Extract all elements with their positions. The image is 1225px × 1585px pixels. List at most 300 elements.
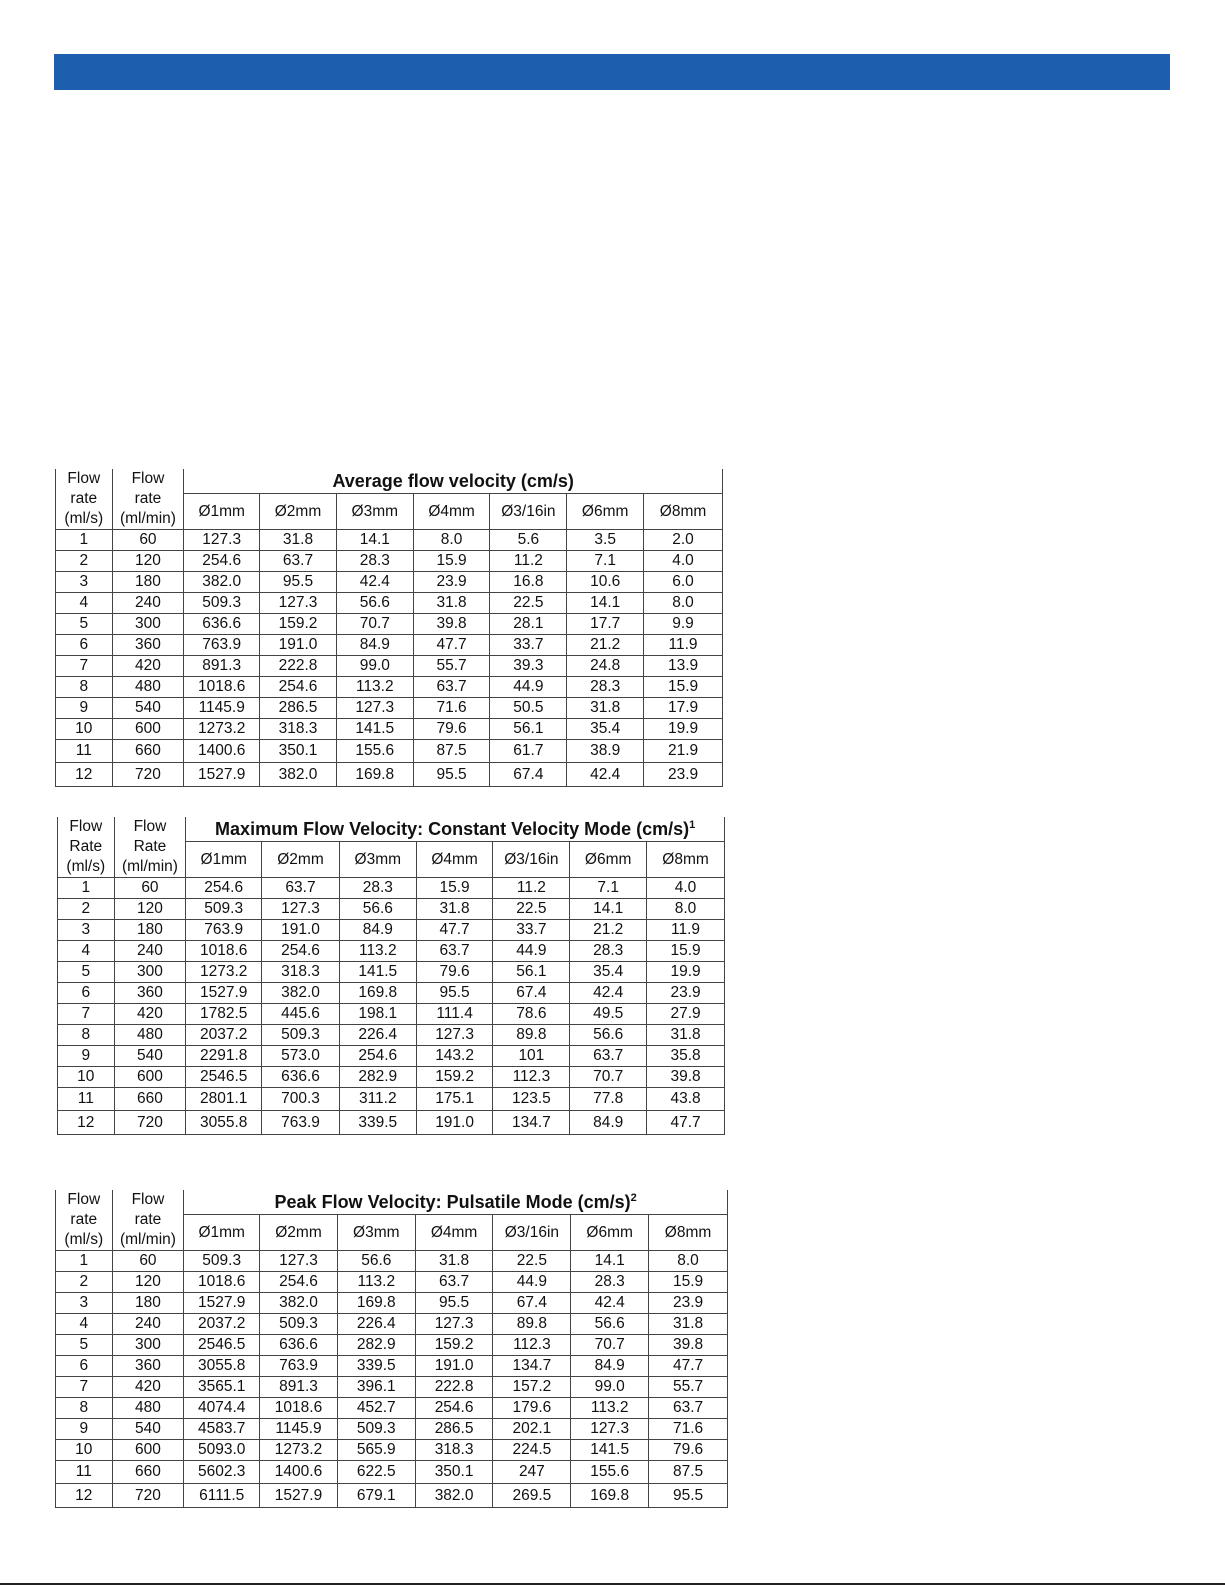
table-title [184,1190,728,1215]
velocity-cell: 191.0 [262,920,340,941]
velocity-cell: 14.1 [571,1251,649,1272]
velocity-cell: 113.2 [571,1398,649,1419]
table-row [58,920,725,941]
velocity-cell: 1145.9 [184,698,260,719]
velocity-cell: 63.7 [649,1398,728,1419]
diameter-header: Ø8mm [649,1215,728,1251]
velocity-cell: 127.3 [260,1251,338,1272]
diameter-header: Ø3mm [339,842,416,878]
table-title [184,469,723,494]
velocity-cell: 19.9 [644,719,723,740]
velocity-cell: 22.5 [493,899,570,920]
velocity-cell: 127.3 [571,1419,649,1440]
velocity-cell: 763.9 [186,920,262,941]
velocity-cell: 95.5 [413,763,490,787]
velocity-cell: 28.3 [567,677,644,698]
velocity-cell: 31.8 [647,1025,725,1046]
velocity-cell: 4583.7 [184,1419,260,1440]
flow-rate-mlmin-cell: 60 [112,1251,184,1272]
velocity-cell: 17.9 [644,698,723,719]
velocity-cell: 127.3 [262,899,340,920]
velocity-cell: 38.9 [567,740,644,763]
velocity-cell: 1018.6 [186,941,262,962]
velocity-cell: 311.2 [339,1088,416,1111]
table-row [56,1314,728,1335]
velocity-cell: 1400.6 [184,740,260,763]
velocity-cell: 254.6 [184,551,260,572]
flow-rate-mlmin-cell: 180 [112,572,184,593]
flow-rate-mls-cell: 7 [56,656,113,677]
velocity-cell: 1527.9 [260,1484,338,1508]
velocity-cell: 33.7 [490,635,567,656]
flow-rate-mlmin-cell: 660 [114,1088,186,1111]
flow-rate-mlmin-cell: 660 [112,740,184,763]
velocity-cell: 95.5 [416,983,493,1004]
diameter-header: Ø4mm [416,842,493,878]
velocity-cell: 55.7 [649,1377,728,1398]
table-row [56,719,723,740]
velocity-cell: 23.9 [413,572,490,593]
table-title [186,817,725,842]
velocity-cell: 56.1 [490,719,567,740]
velocity-cell: 2037.2 [184,1314,260,1335]
table-row [58,962,725,983]
table-row [58,1046,725,1067]
flow-rate-mls-cell: 2 [56,551,113,572]
diameter-header: Ø1mm [186,842,262,878]
velocity-cell: 67.4 [493,983,570,1004]
velocity-cell: 9.9 [644,614,723,635]
velocity-cell: 134.7 [493,1356,571,1377]
flow-rate-mlmin-cell: 360 [112,635,184,656]
velocity-cell: 27.9 [647,1004,725,1025]
velocity-cell: 636.6 [262,1067,340,1088]
velocity-cell: 1782.5 [186,1004,262,1025]
flow-rate-mlmin-cell: 180 [114,920,186,941]
table-row [56,572,723,593]
table-row [56,656,723,677]
velocity-cell: 254.6 [339,1046,416,1067]
velocity-cell: 175.1 [416,1088,493,1111]
velocity-cell: 169.8 [339,983,416,1004]
diameter-header: Ø3mm [337,1215,415,1251]
flow-rate-mls-header [58,817,115,878]
flow-rate-mlmin-header [112,469,184,530]
table-row [56,1293,728,1314]
velocity-cell: 7.1 [570,878,647,899]
velocity-cell: 1527.9 [186,983,262,1004]
velocity-cell: 42.4 [336,572,413,593]
footnote-marker: 1 [689,818,696,831]
velocity-cell: 350.1 [415,1461,493,1484]
velocity-cell: 247 [493,1461,571,1484]
velocity-cell: 39.8 [647,1067,725,1088]
flow-rate-mlmin-cell: 480 [114,1025,186,1046]
velocity-cell: 43.8 [647,1088,725,1111]
velocity-cell: 3055.8 [184,1356,260,1377]
flow-rate-mlmin-cell: 540 [112,1419,184,1440]
velocity-cell: 47.7 [647,1111,725,1135]
flow-rate-mlmin-header-line: Rate [133,838,167,855]
velocity-cell: 67.4 [490,763,567,787]
table-row [56,614,723,635]
velocity-cell: 78.6 [493,1004,570,1025]
velocity-cell: 56.6 [570,1025,647,1046]
diameter-header: Ø6mm [567,494,644,530]
velocity-cell: 11.9 [644,635,723,656]
flow-rate-mlmin-header-line: (ml/min) [119,1231,176,1248]
velocity-cell: 11.2 [490,551,567,572]
velocity-cell: 17.7 [567,614,644,635]
velocity-cell: 339.5 [337,1356,415,1377]
velocity-cell: 445.6 [262,1004,340,1025]
velocity-cell: 31.8 [415,1251,493,1272]
velocity-cell: 573.0 [262,1046,340,1067]
velocity-cell: 70.7 [336,614,413,635]
velocity-cell: 5602.3 [184,1461,260,1484]
velocity-cell: 79.6 [413,719,490,740]
velocity-cell: 4.0 [644,551,723,572]
flow-rate-mls-cell: 12 [58,1111,115,1135]
velocity-cell: 191.0 [260,635,337,656]
velocity-cell: 198.1 [339,1004,416,1025]
velocity-cell: 1273.2 [260,1440,338,1461]
table-row [56,1251,728,1272]
flow-rate-mlmin-cell: 720 [112,763,184,787]
velocity-cell: 89.8 [493,1314,571,1335]
velocity-cell: 11.2 [493,878,570,899]
flow-rate-mls-cell: 10 [58,1067,115,1088]
header-row [56,1190,728,1215]
velocity-cell: 42.4 [567,763,644,787]
velocity-cell: 141.5 [571,1440,649,1461]
velocity-cell: 28.3 [336,551,413,572]
table-row [56,1356,728,1377]
velocity-cell: 509.3 [337,1419,415,1440]
velocity-cell: 5093.0 [184,1440,260,1461]
flow-rate-mls-cell: 8 [56,677,113,698]
table-row [56,1398,728,1419]
velocity-cell: 2801.1 [186,1088,262,1111]
velocity-cell: 63.7 [262,878,340,899]
velocity-cell: 763.9 [184,635,260,656]
velocity-cell: 13.9 [644,656,723,677]
velocity-cell: 318.3 [262,962,340,983]
velocity-cell: 71.6 [649,1419,728,1440]
velocity-cell: 269.5 [493,1484,571,1508]
velocity-cell: 8.0 [644,593,723,614]
velocity-cell: 22.5 [493,1251,571,1272]
flow-rate-mls-cell: 11 [56,740,113,763]
velocity-cell: 31.8 [413,593,490,614]
velocity-cell: 111.4 [416,1004,493,1025]
velocity-cell: 22.5 [490,593,567,614]
flow-rate-mlmin-header-line: rate [134,1211,162,1228]
flow-rate-mlmin-cell: 600 [114,1067,186,1088]
table-row [58,1004,725,1025]
velocity-cell: 39.8 [413,614,490,635]
velocity-cell: 1527.9 [184,1293,260,1314]
table-row [58,941,725,962]
average-flow-velocity-table [55,469,723,787]
table-row [56,698,723,719]
velocity-cell: 191.0 [416,1111,493,1135]
velocity-cell: 3.5 [567,530,644,551]
velocity-cell: 55.7 [413,656,490,677]
flow-rate-mlmin-cell: 60 [112,530,184,551]
velocity-cell: 14.1 [570,899,647,920]
velocity-cell: 4074.4 [184,1398,260,1419]
flow-rate-mlmin-header-line: (ml/min) [119,510,176,527]
velocity-cell: 23.9 [644,763,723,787]
velocity-cell: 2546.5 [184,1335,260,1356]
velocity-cell: 282.9 [339,1067,416,1088]
velocity-cell: 382.0 [260,1293,338,1314]
velocity-cell: 61.7 [490,740,567,763]
flow-rate-mls-cell: 12 [56,763,113,787]
velocity-cell: 7.1 [567,551,644,572]
velocity-cell: 44.9 [493,1272,571,1293]
flow-rate-mls-cell: 5 [58,962,115,983]
velocity-cell: 89.8 [493,1025,570,1046]
flow-rate-mls-header-line: (ml/s) [66,858,106,875]
velocity-cell: 113.2 [336,677,413,698]
peak-flow-velocity-pulsatile-table [55,1190,728,1508]
table-row [58,899,725,920]
flow-rate-mls-cell: 5 [56,614,113,635]
flow-rate-mlmin-cell: 240 [112,593,184,614]
velocity-cell: 169.8 [336,763,413,787]
flow-rate-mlmin-cell: 720 [114,1111,186,1135]
velocity-cell: 11.9 [647,920,725,941]
flow-rate-mls-cell: 9 [56,1419,113,1440]
velocity-cell: 101 [493,1046,570,1067]
header-row [58,817,725,842]
velocity-cell: 42.4 [570,983,647,1004]
flow-rate-mls-cell: 9 [58,1046,115,1067]
velocity-cell: 636.6 [260,1335,338,1356]
velocity-cell: 28.3 [570,941,647,962]
velocity-cell: 84.9 [570,1111,647,1135]
flow-rate-mls-cell: 4 [56,593,113,614]
flow-rate-mls-cell: 7 [58,1004,115,1025]
flow-rate-mlmin-header [112,1190,184,1251]
table-row [56,740,723,763]
diameter-header: Ø2mm [262,842,340,878]
velocity-cell: 70.7 [571,1335,649,1356]
diameter-header: Ø3/16in [493,842,570,878]
velocity-cell: 382.0 [415,1484,493,1508]
velocity-cell: 99.0 [336,656,413,677]
velocity-cell: 84.9 [571,1356,649,1377]
flow-rate-mlmin-cell: 120 [112,551,184,572]
velocity-cell: 35.4 [570,962,647,983]
velocity-cell: 286.5 [260,698,337,719]
flow-rate-mls-cell: 11 [56,1461,113,1484]
velocity-cell: 31.8 [416,899,493,920]
diameter-header: Ø3/16in [493,1215,571,1251]
velocity-cell: 23.9 [649,1293,728,1314]
velocity-cell: 254.6 [415,1398,493,1419]
velocity-cell: 71.6 [413,698,490,719]
velocity-cell: 254.6 [262,941,340,962]
velocity-cell: 396.1 [337,1377,415,1398]
velocity-cell: 95.5 [260,572,337,593]
velocity-cell: 47.7 [649,1356,728,1377]
table-row [56,635,723,656]
velocity-cell: 157.2 [493,1377,571,1398]
flow-rate-mlmin-cell: 360 [112,1356,184,1377]
flow-rate-mls-header [56,469,113,530]
velocity-cell: 35.8 [647,1046,725,1067]
flow-rate-mlmin-cell: 480 [112,677,184,698]
flow-rate-mls-cell: 9 [56,698,113,719]
flow-rate-mls-cell: 3 [56,1293,113,1314]
table-title-text: Peak Flow Velocity: Pulsatile Mode (cm/s) [274,1191,631,1212]
velocity-cell: 1400.6 [260,1461,338,1484]
table-row [56,677,723,698]
velocity-cell: 70.7 [570,1067,647,1088]
velocity-cell: 15.9 [647,941,725,962]
velocity-cell: 99.0 [571,1377,649,1398]
velocity-cell: 141.5 [336,719,413,740]
velocity-cell: 95.5 [649,1484,728,1508]
velocity-cell: 169.8 [571,1484,649,1508]
velocity-cell: 159.2 [416,1067,493,1088]
velocity-cell: 1527.9 [184,763,260,787]
flow-rate-mlmin-cell: 360 [114,983,186,1004]
velocity-cell: 8.0 [413,530,490,551]
velocity-cell: 127.3 [260,593,337,614]
velocity-cell: 763.9 [262,1111,340,1135]
flow-rate-mls-cell: 10 [56,1440,113,1461]
flow-rate-mlmin-cell: 420 [114,1004,186,1025]
velocity-cell: 159.2 [415,1335,493,1356]
velocity-cell: 382.0 [260,763,337,787]
velocity-cell: 509.3 [184,1251,260,1272]
velocity-cell: 10.6 [567,572,644,593]
velocity-cell: 63.7 [413,677,490,698]
velocity-cell: 47.7 [413,635,490,656]
velocity-cell: 155.6 [336,740,413,763]
velocity-cell: 84.9 [336,635,413,656]
table-title-text: Maximum Flow Velocity: Constant Velocity Mode (cm/s) [215,818,690,839]
velocity-cell: 679.1 [337,1484,415,1508]
flow-rate-mlmin-cell: 300 [114,962,186,983]
velocity-cell: 318.3 [260,719,337,740]
flow-rate-mls-cell: 3 [58,920,115,941]
flow-rate-mls-cell: 8 [58,1025,115,1046]
velocity-cell: 452.7 [337,1398,415,1419]
velocity-cell: 123.5 [493,1088,570,1111]
velocity-cell: 56.6 [571,1314,649,1335]
velocity-cell: 63.7 [415,1272,493,1293]
velocity-cell: 891.3 [260,1377,338,1398]
velocity-cell: 127.3 [184,530,260,551]
flow-rate-mlmin-cell: 240 [112,1314,184,1335]
velocity-cell: 14.1 [336,530,413,551]
flow-rate-mlmin-cell: 60 [114,878,186,899]
header-row [56,469,723,494]
flow-rate-mls-header-line: Flow [67,1191,101,1208]
velocity-cell: 8.0 [647,899,725,920]
velocity-cell: 763.9 [260,1356,338,1377]
velocity-cell: 56.1 [493,962,570,983]
velocity-cell: 318.3 [415,1440,493,1461]
flow-rate-mlmin-header-line: (ml/min) [121,858,178,875]
table-row [58,1025,725,1046]
velocity-cell: 286.5 [415,1419,493,1440]
velocity-cell: 15.9 [413,551,490,572]
velocity-cell: 3055.8 [186,1111,262,1135]
diameter-header: Ø4mm [413,494,490,530]
velocity-cell: 77.8 [570,1088,647,1111]
flow-rate-mlmin-cell: 600 [112,1440,184,1461]
velocity-cell: 254.6 [186,878,262,899]
flow-rate-mlmin-cell: 660 [112,1461,184,1484]
velocity-cell: 169.8 [337,1293,415,1314]
velocity-cell: 509.3 [184,593,260,614]
flow-rate-mlmin-cell: 120 [114,899,186,920]
velocity-cell: 112.3 [493,1335,571,1356]
velocity-cell: 222.8 [415,1377,493,1398]
flow-rate-mlmin-header [114,817,186,878]
flow-rate-mlmin-cell: 300 [112,614,184,635]
velocity-cell: 44.9 [493,941,570,962]
velocity-cell: 16.8 [490,572,567,593]
flow-rate-mls-header-line: Rate [69,838,103,855]
velocity-cell: 31.8 [649,1314,728,1335]
diameter-header: Ø4mm [415,1215,493,1251]
flow-rate-mlmin-header-line: Flow [131,1191,165,1208]
velocity-cell: 87.5 [649,1461,728,1484]
diameter-header: Ø6mm [570,842,647,878]
velocity-cell: 179.6 [493,1398,571,1419]
diameter-header: Ø2mm [260,494,337,530]
velocity-cell: 15.9 [644,677,723,698]
velocity-cell: 39.3 [490,656,567,677]
velocity-cell: 28.3 [571,1272,649,1293]
flow-rate-mls-cell: 4 [58,941,115,962]
velocity-cell: 112.3 [493,1067,570,1088]
flow-rate-mlmin-cell: 180 [112,1293,184,1314]
velocity-cell: 6111.5 [184,1484,260,1508]
flow-rate-mlmin-cell: 120 [112,1272,184,1293]
velocity-cell: 15.9 [416,878,493,899]
flow-rate-mls-cell: 3 [56,572,113,593]
velocity-cell: 23.9 [647,983,725,1004]
flow-rate-mls-cell: 5 [56,1335,113,1356]
table-row [56,530,723,551]
velocity-cell: 50.5 [490,698,567,719]
flow-rate-mlmin-cell: 540 [112,698,184,719]
velocity-cell: 33.7 [493,920,570,941]
flow-rate-mls-cell: 1 [56,530,113,551]
velocity-cell: 56.6 [336,593,413,614]
flow-rate-mls-cell: 1 [58,878,115,899]
flow-rate-mls-cell: 7 [56,1377,113,1398]
velocity-cell: 565.9 [337,1440,415,1461]
velocity-cell: 21.9 [644,740,723,763]
velocity-cell: 63.7 [416,941,493,962]
velocity-cell: 31.8 [260,530,337,551]
velocity-cell: 28.1 [490,614,567,635]
flow-rate-mls-cell: 6 [56,1356,113,1377]
velocity-cell: 226.4 [337,1314,415,1335]
velocity-cell: 56.6 [337,1251,415,1272]
max-flow-velocity-constant-table [57,817,725,1135]
velocity-cell: 254.6 [260,677,337,698]
